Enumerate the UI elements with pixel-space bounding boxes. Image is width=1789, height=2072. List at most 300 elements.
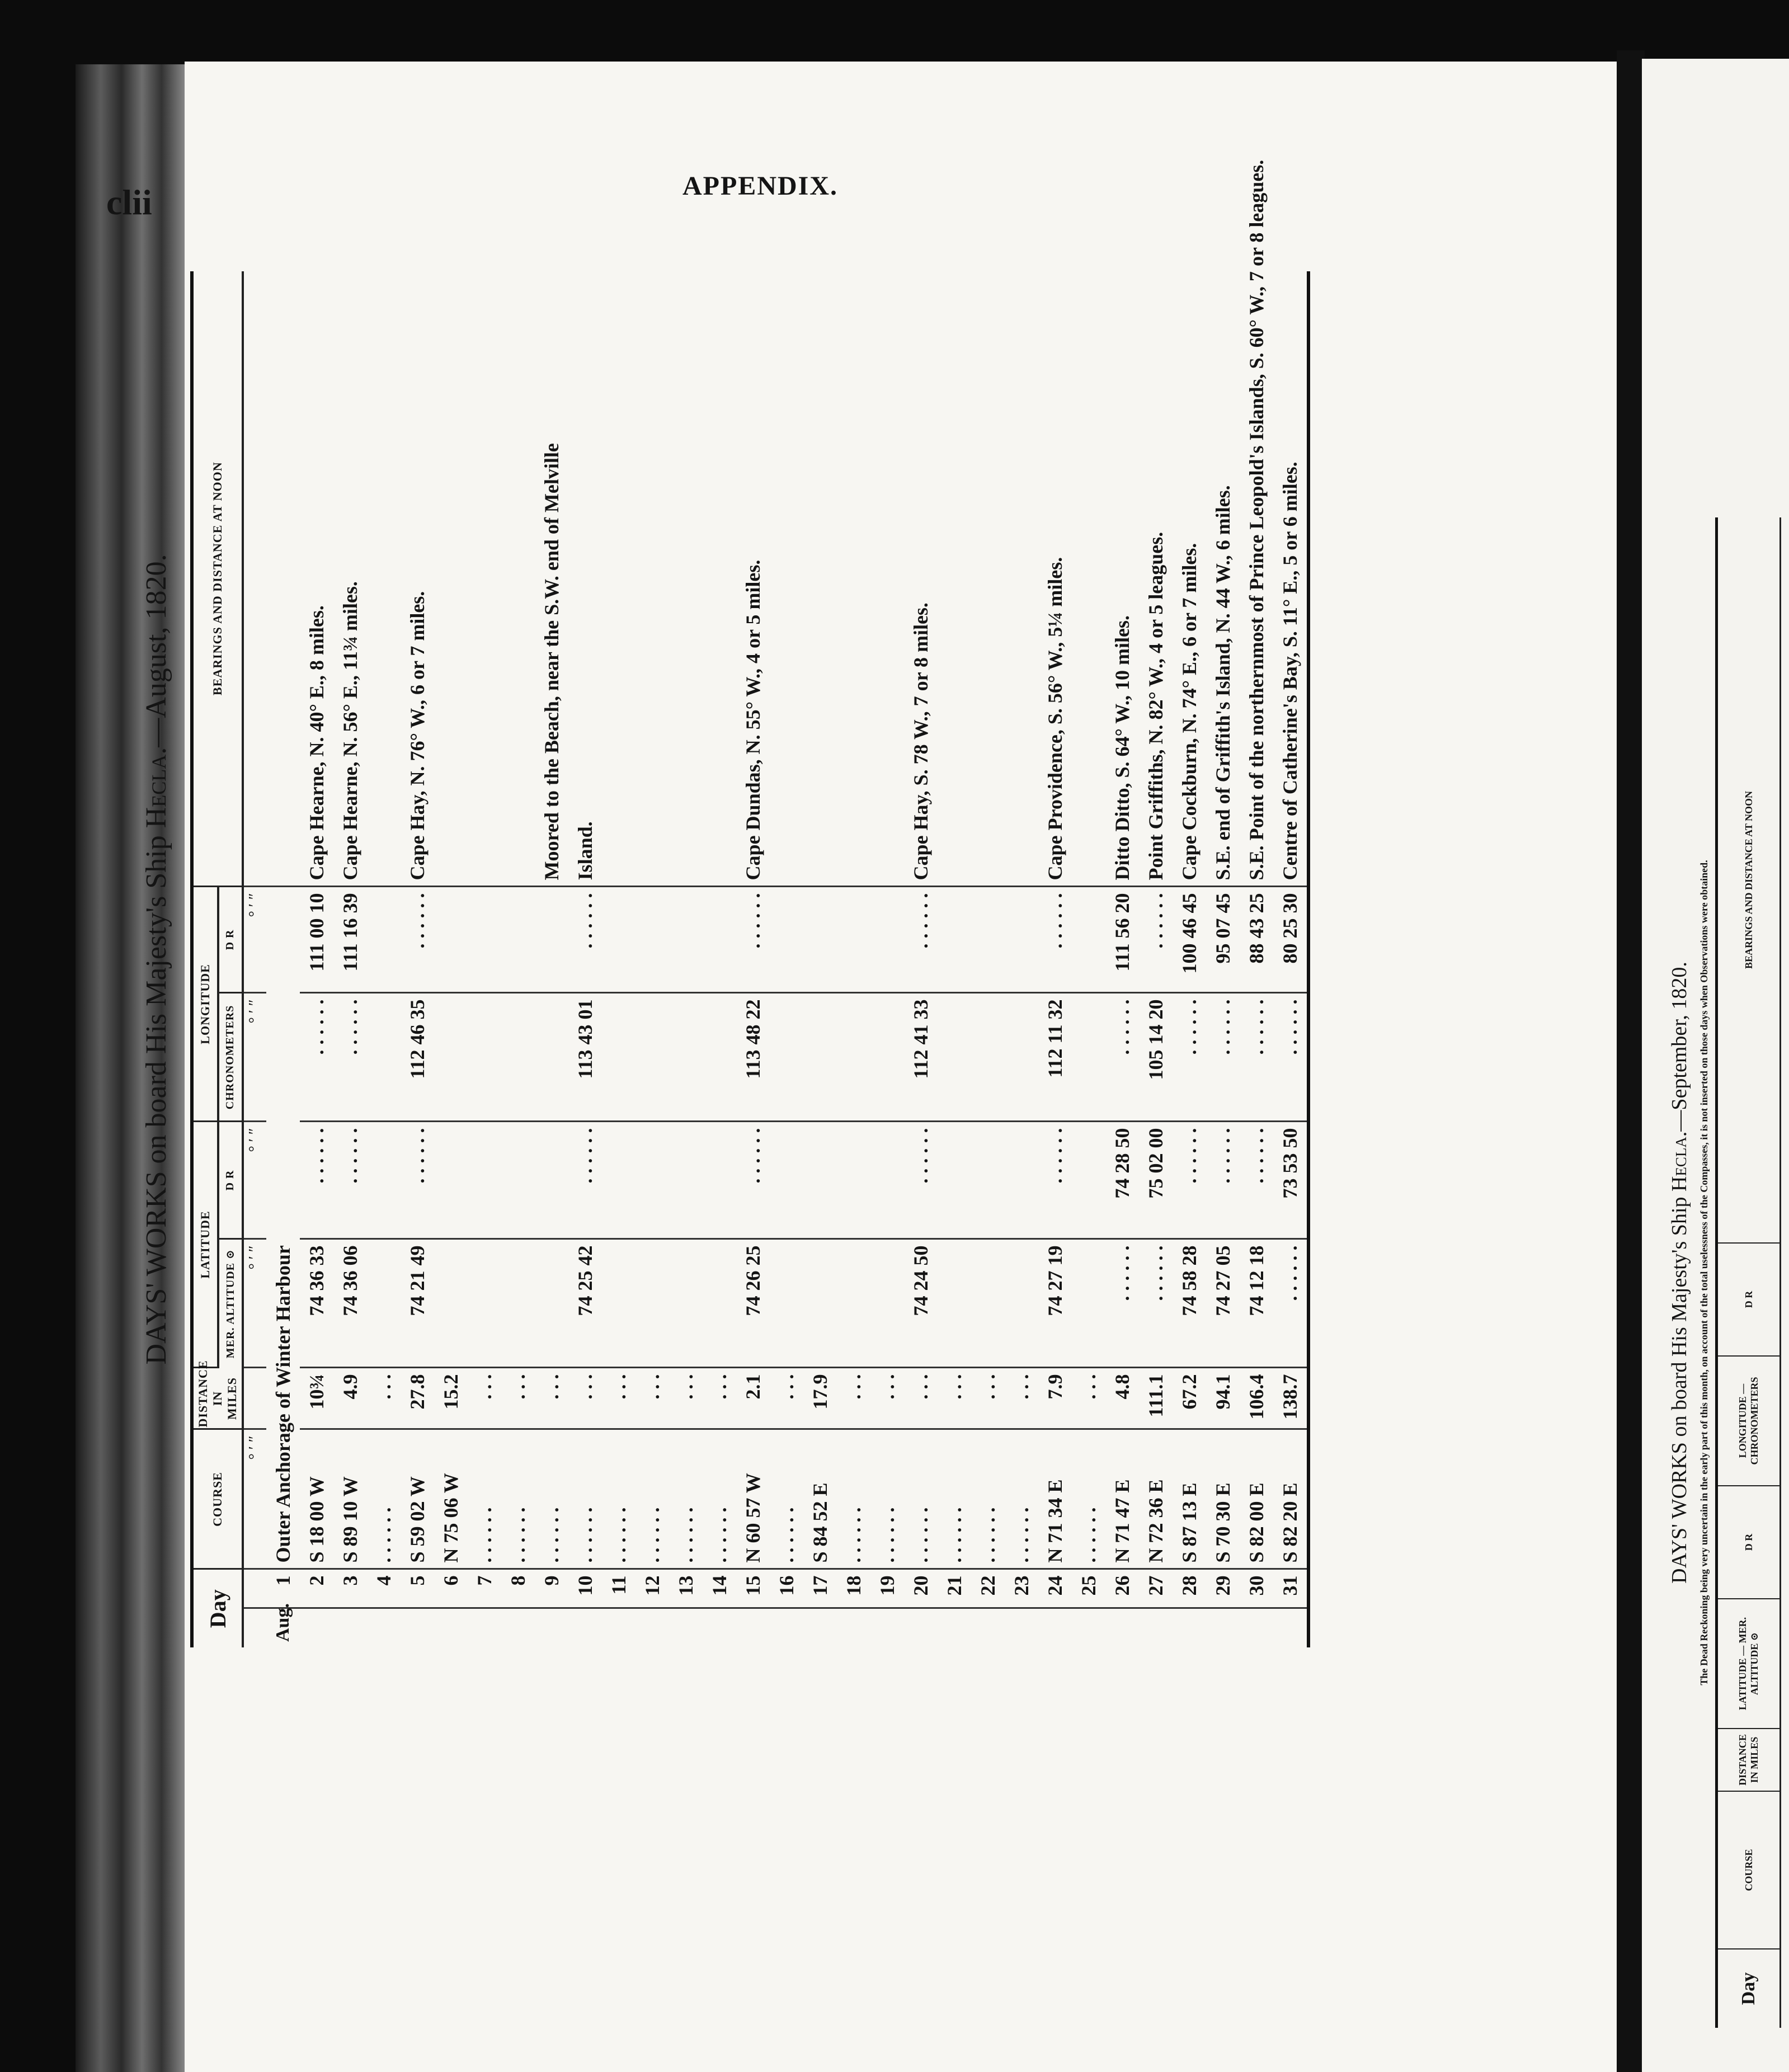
day-cell: 27 [1139, 1569, 1173, 1608]
bearing-cell: Cape Hay, S. 78 W., 7 or 8 miles. [904, 271, 938, 887]
table-row [266, 271, 300, 1647]
lat-dr-cell [1072, 1122, 1105, 1239]
lat-dr-cell [703, 1122, 736, 1239]
table-row [535, 271, 568, 1647]
day-cell: 7 [468, 1569, 501, 1608]
day-cell: 17 [803, 1569, 837, 1608]
table-caption: DAYS' WORKS on board His Majesty's Ship Hecla.—August, 1820. [140, 554, 172, 1365]
chronometer-cell [367, 993, 401, 1122]
lat-dr-cell: . . . . . . [333, 1122, 367, 1239]
table-row [635, 271, 669, 1647]
table-row [1105, 271, 1139, 1647]
lon-dr-cell [770, 887, 803, 993]
bearing-cell [1072, 271, 1105, 887]
chronometer-cell [602, 993, 635, 1122]
bearing-cell: Cape Providence, S. 56° W., 5¼ miles. [1038, 271, 1072, 887]
next-table [1667, 517, 1779, 2028]
mer-altitude-cell [535, 1239, 568, 1368]
distance-cell: . . . [971, 1368, 1005, 1429]
month-cell [602, 1608, 635, 1647]
lon-dr-cell: . . . . . . [1139, 887, 1173, 993]
course-cell: S 59 02 W [401, 1429, 434, 1569]
distance-cell: . . . [501, 1368, 535, 1429]
day-cell: 24 [1038, 1569, 1072, 1608]
month-cell [333, 1608, 367, 1647]
mer-altitude-cell [602, 1239, 635, 1368]
table-row [367, 271, 401, 1647]
table-row [770, 271, 803, 1647]
mer-altitude-cell: 74 26 25 [736, 1239, 770, 1368]
lon-dr-cell: 111 16 39 [333, 887, 367, 993]
lon-dr-cell [669, 887, 703, 993]
day-cell: 30 [1240, 1569, 1273, 1608]
blank-cell [243, 1368, 266, 1429]
chronometer-cell: 112 41 33 [904, 993, 938, 1122]
chronometer-cell [703, 993, 736, 1122]
day-cell: 11 [602, 1569, 635, 1608]
degree-marks: ° ′ ″ [243, 993, 266, 1122]
distance-cell: . . . [703, 1368, 736, 1429]
distance-cell: 17.9 [803, 1368, 837, 1429]
distance-cell: 27.8 [401, 1368, 434, 1429]
course-cell: N 71 47 E [1105, 1429, 1139, 1569]
course-cell: S 82 20 E [1273, 1429, 1308, 1569]
mer-altitude-cell [870, 1239, 904, 1368]
chronometer-cell [669, 993, 703, 1122]
day-cell: 2 [300, 1569, 333, 1608]
day-cell: 20 [904, 1569, 938, 1608]
month-cell [669, 1608, 703, 1647]
month-cell [468, 1608, 501, 1647]
day-cell: 23 [1005, 1569, 1038, 1608]
course-cell: S 84 52 E [803, 1429, 837, 1569]
table-row [736, 271, 770, 1647]
month-cell [938, 1608, 971, 1647]
chronometer-cell [870, 993, 904, 1122]
bearing-cell [501, 271, 535, 887]
month-cell [1206, 1608, 1240, 1647]
distance-cell: . . . [367, 1368, 401, 1429]
lat-dr-cell [635, 1122, 669, 1239]
distance-cell: . . . [1005, 1368, 1038, 1429]
bearing-cell [266, 271, 300, 887]
month-cell [803, 1608, 837, 1647]
bearing-cell [971, 271, 1005, 887]
month-cell [703, 1608, 736, 1647]
lat-dr-cell [535, 1122, 568, 1239]
chronometer-cell: . . . . . . [1273, 993, 1308, 1122]
table-row [971, 271, 1005, 1647]
day-cell: 13 [669, 1569, 703, 1608]
chronometer-cell [770, 993, 803, 1122]
next-header-cell: COURSE [1718, 1792, 1779, 1949]
chronometer-cell: . . . . . . [1173, 993, 1206, 1122]
mer-altitude-cell: 74 25 42 [568, 1239, 602, 1368]
table-row [904, 271, 938, 1647]
chronometer-cell: . . . . . . [300, 993, 333, 1122]
distance-cell: . . . [870, 1368, 904, 1429]
bearing-cell [669, 271, 703, 887]
blank-cell [243, 271, 266, 887]
distance-cell: . . . [770, 1368, 803, 1429]
table-row [501, 271, 535, 1647]
course-cell: S 18 00 W [300, 1429, 333, 1569]
lat-dr-cell [803, 1122, 837, 1239]
table-row [333, 271, 367, 1647]
mer-altitude-cell: 74 12 18 [1240, 1239, 1273, 1368]
chronometer-cell [971, 993, 1005, 1122]
bearing-cell [367, 271, 401, 887]
header-distance: DISTANCE IN MILES [192, 1368, 243, 1429]
bearing-cell: Cape Hearne, N. 40° E., 8 miles. [300, 271, 333, 887]
day-cell: 22 [971, 1569, 1005, 1608]
distance-cell: 10¾ [300, 1368, 333, 1429]
lat-dr-cell [501, 1122, 535, 1239]
header-chronometers: CHRONOMETERS [218, 993, 243, 1122]
month-cell [434, 1608, 468, 1647]
table-row [1273, 271, 1308, 1647]
month-cell [1273, 1608, 1308, 1647]
table-row [1072, 271, 1105, 1647]
header-lon-dr: D R [218, 887, 243, 993]
mer-altitude-cell [803, 1239, 837, 1368]
month-cell [1005, 1608, 1038, 1647]
course-cell: N 71 34 E [1038, 1429, 1072, 1569]
lat-dr-cell: . . . . . . [1240, 1122, 1273, 1239]
chronometer-cell: 113 43 01 [568, 993, 602, 1122]
lon-dr-cell: . . . . . . [568, 887, 602, 993]
mer-altitude-cell: 74 27 05 [1206, 1239, 1240, 1368]
facing-page [1642, 59, 1789, 2072]
next-header-cell: Day [1738, 1972, 1759, 2005]
next-table-caption: DAYS' WORKS on board His Majesty's Ship Hecla.—September, 1820. [1668, 962, 1691, 1584]
lat-dr-cell [938, 1122, 971, 1239]
mer-altitude-cell: 74 24 50 [904, 1239, 938, 1368]
distance-cell: . . . [904, 1368, 938, 1429]
bearing-cell: Cape Dundas, N. 55° W., 4 or 5 miles. [736, 271, 770, 887]
lon-dr-cell: 95 07 45 [1206, 887, 1240, 993]
bearing-cell [770, 271, 803, 887]
chronometer-cell [837, 993, 870, 1122]
distance-cell: . . . [1072, 1368, 1105, 1429]
table-row [602, 271, 635, 1647]
mer-altitude-cell [367, 1239, 401, 1368]
blank-cell [243, 1569, 266, 1608]
bearing-cell: S.E. Point of the northernmost of Prince Leopold's Islands, S. 60° W., 7 or 8 leagues. [1240, 271, 1273, 887]
lat-dr-cell [770, 1122, 803, 1239]
month-cell: Aug. [272, 1603, 293, 1642]
day-cell: 19 [870, 1569, 904, 1608]
day-cell: 3 [333, 1569, 367, 1608]
mer-altitude-cell: 74 36 06 [333, 1239, 367, 1368]
lat-dr-cell: 75 02 00 [1139, 1122, 1173, 1239]
month-cell [635, 1608, 669, 1647]
distance-cell: 106.4 [1240, 1368, 1273, 1429]
bearing-cell: Moored to the Beach, near the S.W. end of Melville [535, 271, 568, 887]
lon-dr-cell: 111 00 10 [300, 887, 333, 993]
course-cell: . . . . . . [501, 1429, 535, 1569]
chronometer-cell [1005, 993, 1038, 1122]
lon-dr-cell [468, 887, 501, 993]
month-cell [501, 1608, 535, 1647]
month-cell [971, 1608, 1005, 1647]
lat-dr-cell [837, 1122, 870, 1239]
gutter [1617, 50, 1645, 2072]
day-cell: 12 [635, 1569, 669, 1608]
day-cell: 29 [1206, 1569, 1240, 1608]
course-cell: . . . . . . [770, 1429, 803, 1569]
header-lat-dr: D R [218, 1122, 243, 1239]
mer-altitude-cell [635, 1239, 669, 1368]
bearing-cell: Cape Cockburn, N. 74° E., 6 or 7 miles. [1173, 271, 1206, 887]
bearing-cell [938, 271, 971, 887]
lat-dr-cell: . . . . . . [1173, 1122, 1206, 1239]
blank-cell [243, 1608, 266, 1647]
day-cell: 16 [770, 1569, 803, 1608]
day-cell: 26 [1105, 1569, 1139, 1608]
month-cell [904, 1608, 938, 1647]
table-row [401, 271, 434, 1647]
course-cell: . . . . . . [602, 1429, 635, 1569]
chronometer-cell [1072, 993, 1105, 1122]
day-cell: 8 [501, 1569, 535, 1608]
course-cell: S 89 10 W [333, 1429, 367, 1569]
lat-dr-cell: . . . . . . [1038, 1122, 1072, 1239]
month-cell [1072, 1608, 1105, 1647]
bearing-cell [434, 271, 468, 887]
bearing-cell: Point Griffiths, N. 82° W., 4 or 5 leagues. [1139, 271, 1173, 887]
bearing-cell: Ditto Ditto, S. 64° W., 10 miles. [1105, 271, 1139, 887]
lat-dr-cell [669, 1122, 703, 1239]
bearing-cell: Cape Hearne, N. 56° E., 11¾ miles. [333, 271, 367, 887]
lat-dr-cell [1005, 1122, 1038, 1239]
bearing-cell: Island. [568, 271, 602, 887]
chronometer-cell [468, 993, 501, 1122]
chronometer-cell: . . . . . . [1105, 993, 1139, 1122]
lat-dr-cell: . . . . . . [568, 1122, 602, 1239]
lon-dr-cell [803, 887, 837, 993]
table-row [938, 271, 971, 1647]
distance-cell: . . . [602, 1368, 635, 1429]
course-cell: . . . . . . [367, 1429, 401, 1569]
lat-dr-cell: . . . . . . [300, 1122, 333, 1239]
distance-cell: 111.1 [1139, 1368, 1173, 1429]
mer-altitude-cell [1005, 1239, 1038, 1368]
lat-dr-cell: 73 53 50 [1273, 1122, 1308, 1239]
chronometer-cell: . . . . . . [1206, 993, 1240, 1122]
table-row [669, 271, 703, 1647]
lat-dr-cell [870, 1122, 904, 1239]
lon-dr-cell [870, 887, 904, 993]
chronometer-cell [938, 993, 971, 1122]
mer-altitude-cell [501, 1239, 535, 1368]
lon-dr-cell [703, 887, 736, 993]
distance-cell: 7.9 [1038, 1368, 1072, 1429]
course-cell: . . . . . . [535, 1429, 568, 1569]
next-header-cell: LONGITUDE — CHRONOMETERS [1718, 1357, 1779, 1486]
chronometer-cell [434, 993, 468, 1122]
header-mer-altitude: MER. ALTITUDE ⊙ [218, 1239, 243, 1368]
day-cell: 14 [703, 1569, 736, 1608]
running-head: APPENDIX. [682, 171, 838, 201]
lon-dr-cell [367, 887, 401, 993]
month-cell [870, 1608, 904, 1647]
bearing-cell: Centre of Catherine's Bay, S. 11° E., 5 or 6 miles. [1273, 271, 1308, 887]
mer-altitude-cell [468, 1239, 501, 1368]
lon-dr-cell: . . . . . . [904, 887, 938, 993]
table-row [300, 271, 333, 1647]
distance-cell: . . . [938, 1368, 971, 1429]
table-row [870, 271, 904, 1647]
distance-cell: . . . [568, 1368, 602, 1429]
next-header-cell: LATITUDE — MER. ALTITUDE ⊙ [1718, 1599, 1779, 1729]
distance-cell: 4.9 [333, 1368, 367, 1429]
next-table-header [1715, 517, 1781, 2028]
distance-cell: . . . [468, 1368, 501, 1429]
distance-cell: 15.2 [434, 1368, 468, 1429]
course-cell: S 87 13 E [1173, 1429, 1206, 1569]
mer-altitude-cell: 74 58 28 [1173, 1239, 1206, 1368]
course-cell: . . . . . . [837, 1429, 870, 1569]
lat-dr-cell: . . . . . . [1206, 1122, 1240, 1239]
table-row [1240, 271, 1273, 1647]
bearing-cell [803, 271, 837, 887]
table-row [1038, 271, 1072, 1647]
header-longitude: LONGITUDE [192, 887, 218, 1122]
month-cell [367, 1608, 401, 1647]
mer-altitude-cell: 74 21 49 [401, 1239, 434, 1368]
bearing-cell [635, 271, 669, 887]
degree-marks: ° ′ ″ [243, 887, 266, 993]
chronometer-cell [635, 993, 669, 1122]
month-cell [1173, 1608, 1206, 1647]
next-header-cell: BEARINGS AND DISTANCE AT NOON [1718, 517, 1779, 1244]
lon-dr-cell: . . . . . . [736, 887, 770, 993]
course-cell: N 72 36 E [1139, 1429, 1173, 1569]
chronometer-cell: 113 48 22 [736, 993, 770, 1122]
header-bearings: BEARINGS AND DISTANCE AT NOON [192, 271, 243, 887]
next-header-cell: D R [1718, 1244, 1779, 1357]
chronometer-cell: 105 14 20 [1139, 993, 1173, 1122]
lat-dr-cell [468, 1122, 501, 1239]
table-row [703, 271, 736, 1647]
month-cell [300, 1608, 333, 1647]
distance-cell: 94.1 [1206, 1368, 1240, 1429]
lat-dr-cell [602, 1122, 635, 1239]
course-cell: S 70 30 E [1206, 1429, 1240, 1569]
month-cell [535, 1608, 568, 1647]
bearing-cell [837, 271, 870, 887]
lon-dr-cell [938, 887, 971, 993]
month-cell [1240, 1608, 1273, 1647]
mer-altitude-cell [669, 1239, 703, 1368]
lat-dr-cell [434, 1122, 468, 1239]
course-cell: . . . . . . [870, 1429, 904, 1569]
distance-cell: . . . [635, 1368, 669, 1429]
lon-dr-cell: . . . . . . [401, 887, 434, 993]
mer-altitude-cell: . . . . . . [1139, 1239, 1173, 1368]
month-cell [1038, 1608, 1072, 1647]
mer-altitude-cell [770, 1239, 803, 1368]
course-cell: . . . . . . [669, 1429, 703, 1569]
day-cell: 6 [434, 1569, 468, 1608]
mer-altitude-cell: . . . . . . [1105, 1239, 1139, 1368]
distance-cell: 138.7 [1273, 1368, 1308, 1429]
chronometer-cell: . . . . . . [1240, 993, 1273, 1122]
distance-cell: . . . [535, 1368, 568, 1429]
chronometer-cell: . . . . . . [333, 993, 367, 1122]
day-cell: 18 [837, 1569, 870, 1608]
chronometer-cell: 112 11 32 [1038, 993, 1072, 1122]
bearing-cell [703, 271, 736, 887]
course-cell: N 60 57 W [736, 1429, 770, 1569]
mer-altitude-cell: . . . . . . [1273, 1239, 1308, 1368]
mer-altitude-cell [971, 1239, 1005, 1368]
lon-dr-cell: 88 43 25 [1240, 887, 1273, 993]
distance-cell: 4.8 [1105, 1368, 1139, 1429]
month-cell [736, 1608, 770, 1647]
degree-marks: ° ′ ″ [243, 1239, 266, 1368]
span-note-cell: Outer Anchorage of Winter Harbour [266, 887, 300, 1569]
header-course: COURSE [192, 1429, 243, 1569]
next-table-note: The Dead Reckoning being very uncertain in the early part of this month, on account of the total uselessness of the Compasses, it is not inserted on those days when Observations were obtained. [1698, 860, 1710, 1685]
lon-dr-cell: 111 56 20 [1105, 887, 1139, 993]
month-cell [837, 1608, 870, 1647]
table-row [803, 271, 837, 1647]
day-cell: 9 [535, 1569, 568, 1608]
bearing-cell: Cape Hay, N. 76° W., 6 or 7 miles. [401, 271, 434, 887]
lon-dr-cell [535, 887, 568, 993]
course-cell: . . . . . . [468, 1429, 501, 1569]
degree-marks: ° ′ ″ [243, 1122, 266, 1239]
course-cell: . . . . . . [938, 1429, 971, 1569]
distance-cell: . . . [837, 1368, 870, 1429]
bearing-cell: S.E. end of Griffith's Island, N. 44 W., 6 miles. [1206, 271, 1240, 887]
mer-altitude-cell: 74 36 33 [300, 1239, 333, 1368]
month-cell [1139, 1608, 1173, 1647]
header-day: Day [192, 1569, 243, 1647]
course-cell: N 75 06 W [434, 1429, 468, 1569]
next-header-cell: D R [1718, 1486, 1779, 1599]
lon-dr-cell [1072, 887, 1105, 993]
day-cell: 21 [938, 1569, 971, 1608]
month-cell [770, 1608, 803, 1647]
lat-dr-cell [367, 1122, 401, 1239]
day-cell: 31 [1273, 1569, 1308, 1608]
table-row [1206, 271, 1240, 1647]
month-cell [401, 1608, 434, 1647]
mer-altitude-cell [703, 1239, 736, 1368]
day-cell: 1 [266, 1569, 300, 1608]
day-cell: 28 [1173, 1569, 1206, 1608]
month-cell [568, 1608, 602, 1647]
next-header-cell: DISTANCE IN MILES [1718, 1729, 1779, 1792]
lon-dr-cell [602, 887, 635, 993]
lon-dr-cell: . . . . . . [1038, 887, 1072, 993]
degree-marks-row [243, 271, 266, 1647]
mer-altitude-cell [938, 1239, 971, 1368]
bearing-cell [468, 271, 501, 887]
lat-dr-cell: . . . . . . [904, 1122, 938, 1239]
distance-cell: . . . [669, 1368, 703, 1429]
bearing-cell [602, 271, 635, 887]
degree-marks: ° ′ ″ [243, 1429, 266, 1569]
day-cell: 25 [1072, 1569, 1105, 1608]
lat-dr-cell: . . . . . . [401, 1122, 434, 1239]
distance-cell: 67.2 [1173, 1368, 1206, 1429]
table-row [1173, 271, 1206, 1647]
table-row [1139, 271, 1173, 1647]
